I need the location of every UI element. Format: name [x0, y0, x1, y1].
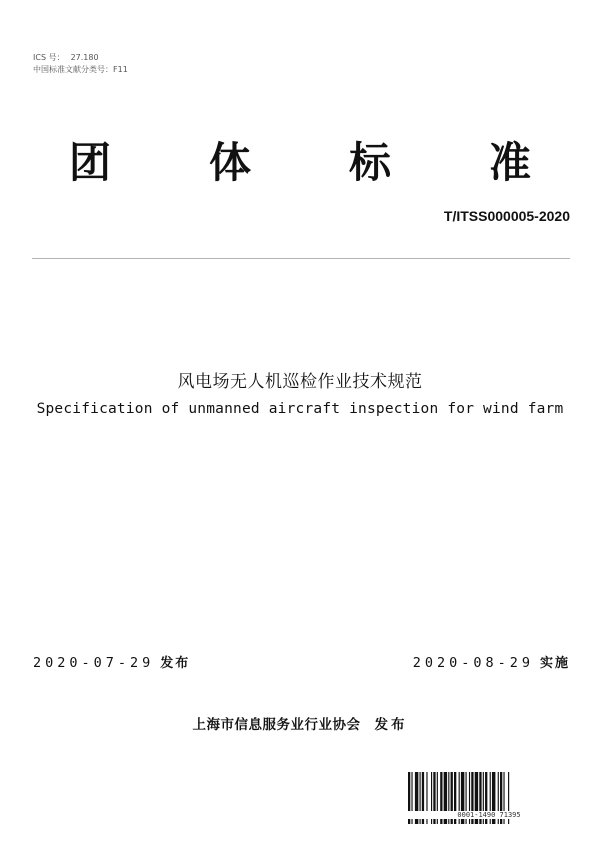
classification-header [33, 52, 128, 76]
document-type-heading [60, 130, 540, 190]
ccs-line [33, 64, 128, 76]
issue-date: 2020-07-29 [33, 655, 155, 671]
ics-line [33, 52, 128, 64]
doc-type-char-2: 体 [208, 138, 251, 187]
implement-date: 2020-08-29 [412, 655, 534, 671]
ccs-value: F11 [113, 65, 128, 74]
publisher-line [0, 713, 600, 733]
header-divider [32, 258, 570, 259]
doc-type-char-1: 团 [68, 138, 111, 187]
doc-type-char-4: 准 [488, 138, 531, 187]
implement-date-line [413, 652, 570, 671]
issue-date-line [33, 652, 190, 671]
implement-label: 实施 [539, 656, 570, 671]
issue-label: 发布 [160, 656, 191, 671]
ics-value: 27.180 [70, 53, 99, 62]
title-english: Specification of unmanned aircraft inspection for wind farm [36, 401, 564, 417]
publisher-name: 上海市信息服务业行业协会 [192, 717, 361, 733]
publisher-action: 发布 [374, 717, 408, 733]
ics-label: ICS 号： [33, 53, 65, 62]
title-chinese: 风电场无人机巡检作业技术规范 [177, 372, 423, 392]
standard-number: T/ITSS000005-2020 [443, 208, 570, 224]
ccs-label: 中国标准文献分类号： [33, 65, 113, 74]
barcode-number: 0001-1490 71395 [408, 811, 570, 819]
doc-type-char-3: 标 [348, 138, 391, 187]
